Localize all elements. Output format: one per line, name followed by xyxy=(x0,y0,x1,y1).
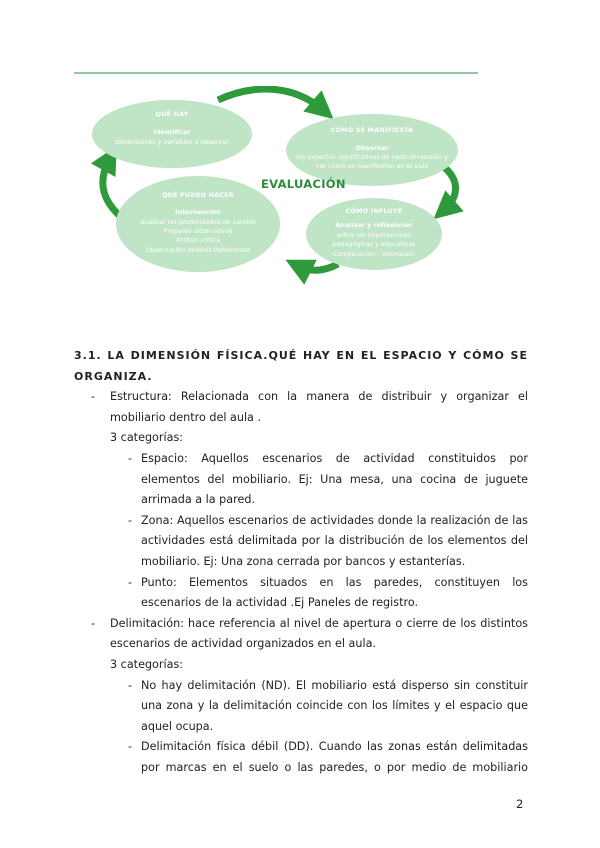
document-body xyxy=(74,346,528,778)
arrow-left xyxy=(103,158,120,216)
list-item xyxy=(74,573,528,614)
list-item-text: Punto: Elementos situados en las paredes, constituyen los escenarios de la actividad .Ej Paneles de registro. xyxy=(141,575,528,610)
arrow-bottom xyxy=(298,264,338,270)
node-line: ver cómo se manifiestan en el aula xyxy=(315,162,429,170)
arrow-top xyxy=(218,89,323,110)
list-item xyxy=(74,511,528,573)
list-dash: - xyxy=(91,616,96,630)
delimitation-text: Delimitación: hace referencia al nivel de apertura o cierre de los distintos escenarios de actividad organizados en el aula. xyxy=(110,616,528,651)
node-line: pedagógicas y educativas xyxy=(332,240,416,248)
node-line: Analizar y reflexionar xyxy=(335,221,413,229)
node-line: Analizar las posibilidades de cambio xyxy=(139,218,257,226)
list-dash: - xyxy=(128,740,133,754)
arrow-right xyxy=(440,164,456,210)
node-line: Observar xyxy=(355,144,389,152)
node-line: Actitud crítica xyxy=(175,236,221,244)
evaluation-label: EVALUACIÓN xyxy=(261,177,346,191)
structure-paragraph xyxy=(74,387,528,428)
list-dash: - xyxy=(128,451,133,465)
list-item-text: Delimitación física débil (DD). Cuando las zonas están delimitadas por marcas en el suelo o las paredes, o por medio de mobiliario xyxy=(141,740,528,774)
list-item xyxy=(74,676,528,738)
delimitation-categories-label: 3 categorías: xyxy=(110,657,184,671)
list-item xyxy=(74,449,528,511)
node-title-como-influye: CÓMO INFLUYE xyxy=(345,207,403,215)
section-heading: 3.1. LA DIMENSIÓN FÍSICA.QUÉ HAY EN EL ESPACIO Y CÓMO SE ORGANIZA. xyxy=(74,349,528,383)
list-dash: - xyxy=(91,390,96,404)
structure-text: Estructura: Relacionada con la manera de distribuir y organizar el mobiliario dentro del aula . xyxy=(110,390,528,424)
list-dash: - xyxy=(128,513,133,527)
node-line: Comparación - Valoración xyxy=(332,250,416,258)
node-line: Identificar xyxy=(153,128,191,136)
node-line: Intervención xyxy=(175,208,221,216)
node-title-que-hay: QUÉ HAY xyxy=(155,110,189,118)
node-title-como-se-manifiesta: CÓMO SE MANIFIESTA xyxy=(330,126,414,134)
page-number: 2 xyxy=(516,797,524,811)
list-item xyxy=(74,737,528,778)
list-item-text: Espacio: Aquellos escenarios de actividad constituidos por elementos del mobiliario. Ej: Una mesa, una cocina de juguete arrimada a la pared. xyxy=(141,451,528,507)
node-line: Proponer alternativas xyxy=(163,227,233,235)
node-line: Observación Análisis Reflexiones xyxy=(145,246,251,254)
node-line: los aspectos significativos de cada dimensión y xyxy=(296,153,448,161)
delimitation-paragraph xyxy=(74,614,528,655)
list-dash: - xyxy=(128,575,133,589)
diagram-svg xyxy=(88,86,468,286)
node-line: sobre las implicaciones xyxy=(336,231,412,239)
node-title-que-puedo-hacer: QUÉ PUEDO HACER xyxy=(162,191,234,199)
node-line: dimensiones y variables a observar xyxy=(115,138,229,146)
evaluation-cycle-diagram xyxy=(88,86,468,286)
list-dash: - xyxy=(128,678,133,692)
structure-categories-label: 3 categorías: xyxy=(110,431,184,445)
list-item-text: No hay delimitación (ND). El mobiliario está disperso sin constituir una zona y la delimitación coincide con los límites y el espacio que aquel ocupa. xyxy=(141,678,528,733)
top-rule xyxy=(74,72,478,74)
list-item-text: Zona: Aquellos escenarios de actividades donde la realización de las actividades está delimitada por la distribución de los elementos del mobiliario. Ej: Una zona cerrada por bancos y estanterías. xyxy=(141,513,528,568)
